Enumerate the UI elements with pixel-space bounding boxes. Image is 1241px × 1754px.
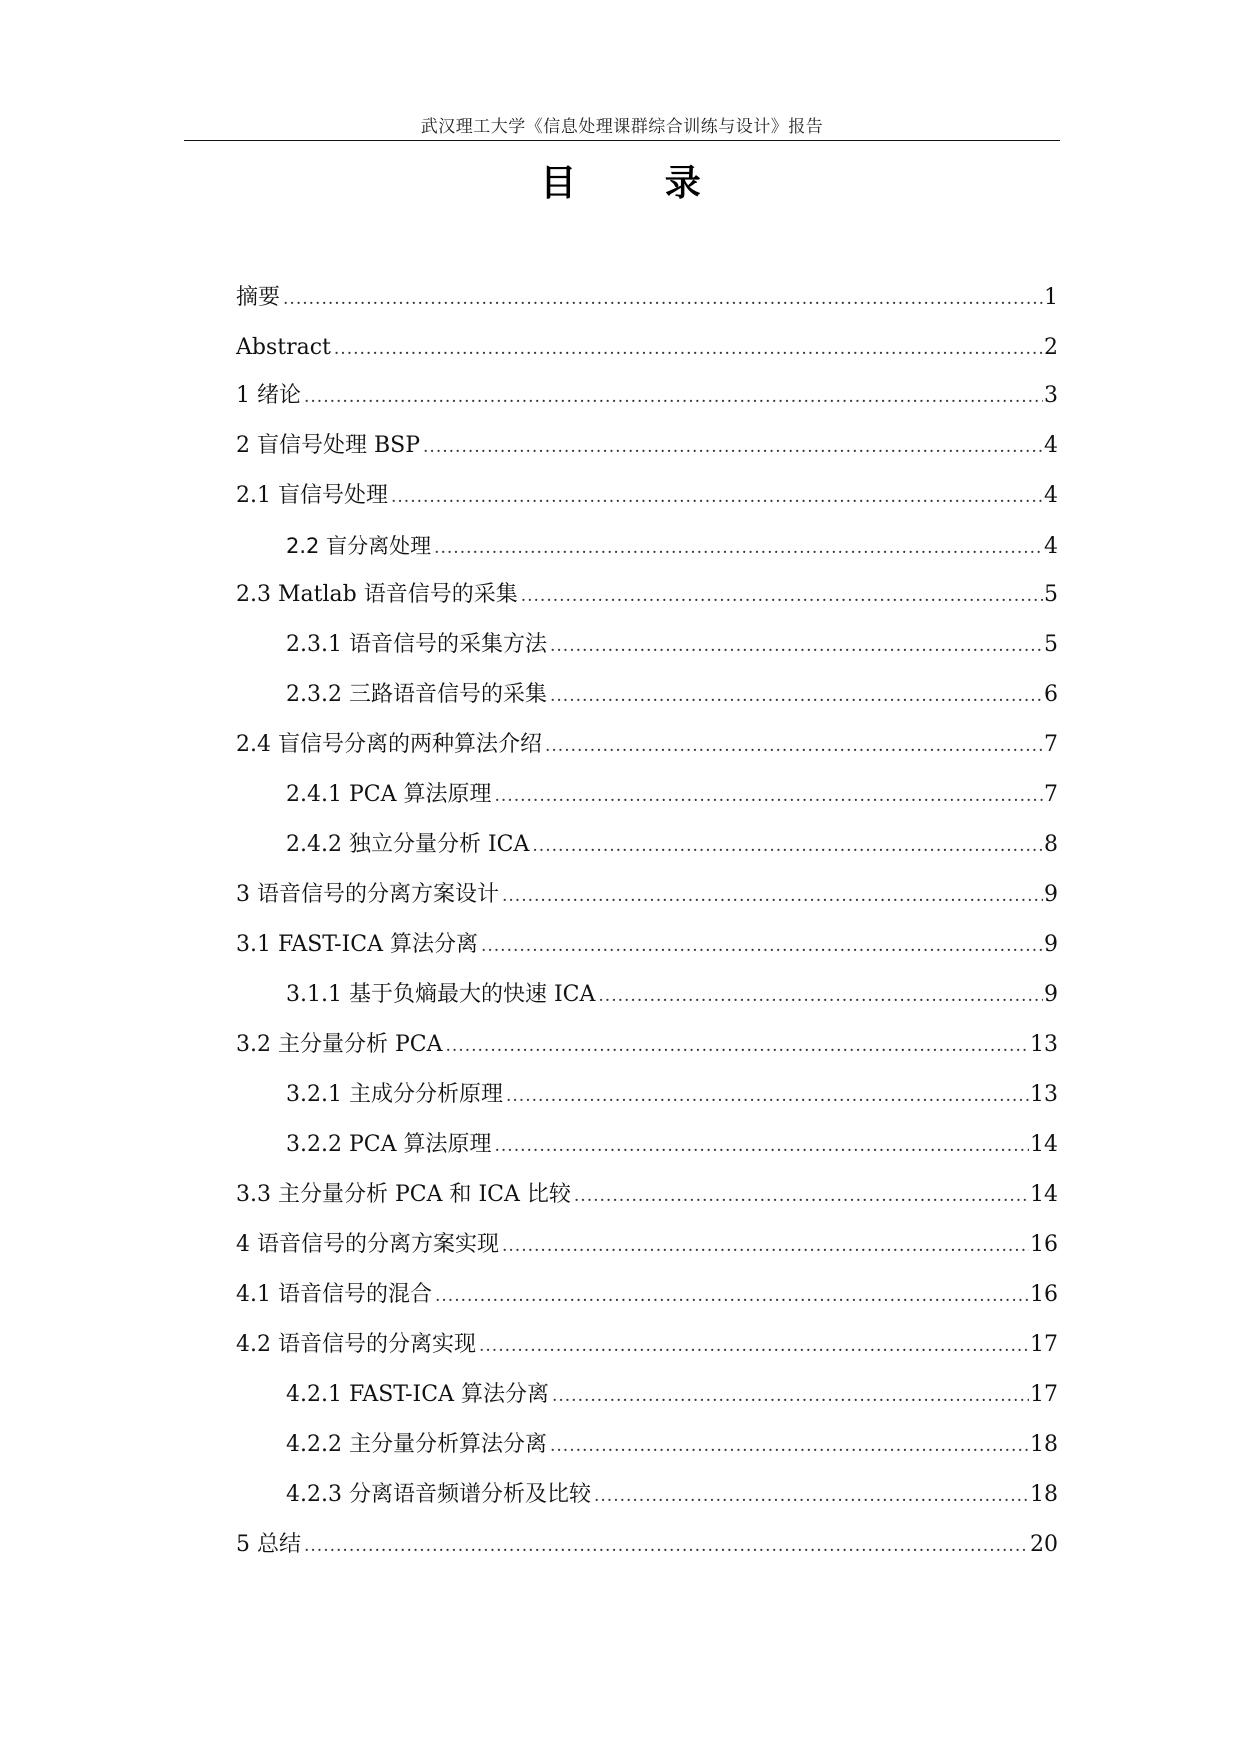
toc-entry-label: 4.2.1 FAST-ICA 算法分离: [286, 1382, 549, 1407]
toc-leader-dots: [423, 432, 1043, 462]
toc-entry-label: 2 盲信号处理 BSP: [236, 433, 421, 458]
toc-leader-dots: [495, 1131, 1030, 1161]
toc-entry-4-2-3[interactable]: [286, 1480, 1058, 1510]
toc-entry-page: 4: [1044, 534, 1058, 559]
toc-leader-dots: [550, 631, 1043, 661]
toc-entry-page: 7: [1044, 732, 1058, 757]
toc-entry-page: 18: [1030, 1432, 1058, 1457]
toc-leader-dots: [552, 1381, 1029, 1411]
toc-entry-label: 摘要: [236, 285, 281, 310]
toc-leader-dots: [550, 681, 1043, 711]
toc-entry-label: 2.3.1 语音信号的采集方法: [286, 632, 547, 657]
toc-entry-label: 2.4 盲信号分离的两种算法介绍: [236, 732, 542, 757]
toc-entry-chapter-2[interactable]: [236, 431, 1058, 461]
toc-entry-abstract-cn[interactable]: [236, 283, 1058, 313]
toc-entry-label: 2.3.2 三路语音信号的采集: [286, 682, 547, 707]
toc-entry-chapter-4[interactable]: [236, 1230, 1058, 1260]
toc-leader-dots: [502, 1231, 1029, 1261]
toc-entry-4-2-1[interactable]: [286, 1380, 1058, 1410]
toc-entry-label: 2.2 盲分离处理: [286, 534, 432, 558]
toc-entry-page: 5: [1044, 582, 1058, 607]
toc-leader-dots: [435, 1281, 1029, 1311]
toc-entry-page: 4: [1044, 483, 1058, 508]
toc-entry-label: 3.1 FAST-ICA 算法分离: [236, 932, 478, 957]
toc-entry-page: 20: [1030, 1532, 1058, 1557]
toc-entry-2-3-1[interactable]: [286, 630, 1058, 660]
toc-entry-label: 4 语音信号的分离方案实现: [236, 1232, 499, 1257]
toc-entry-3-2[interactable]: [236, 1030, 1058, 1060]
toc-entry-page: 8: [1044, 832, 1058, 857]
toc-leader-dots: [304, 382, 1043, 412]
toc-leader-dots: [304, 1531, 1029, 1561]
toc-entry-page: 14: [1030, 1132, 1058, 1157]
toc-entry-page: 7: [1044, 782, 1058, 807]
toc-entry-4-1[interactable]: [236, 1280, 1058, 1310]
toc-entry-page: 18: [1030, 1482, 1058, 1507]
toc-leader-dots: [481, 931, 1043, 961]
toc-entry-page: 9: [1044, 882, 1058, 907]
toc-entry-label: 3.3 主分量分析 PCA 和 ICA 比较: [236, 1182, 571, 1207]
toc-entry-label: 5 总结: [236, 1532, 301, 1557]
toc-leader-dots: [521, 581, 1043, 611]
toc-entry-label: 3 语音信号的分离方案设计: [236, 882, 499, 907]
toc-entry-2-2[interactable]: [286, 531, 1058, 561]
toc-entry-3-1-1[interactable]: [286, 980, 1058, 1010]
toc-entry-page: 14: [1030, 1182, 1058, 1207]
toc-entry-label: 3.2.1 主成分分析原理: [286, 1082, 503, 1107]
toc-entry-chapter-5[interactable]: [236, 1530, 1058, 1560]
toc-entry-chapter-1[interactable]: [236, 381, 1058, 411]
running-header: 武汉理工大学《信息处理课群综合训练与设计》报告: [420, 117, 824, 137]
toc-leader-dots: [545, 731, 1043, 761]
toc-entry-label: 4.2.3 分离语音频谱分析及比较: [286, 1482, 591, 1507]
toc-entry-page: 5: [1044, 632, 1058, 657]
toc-entry-3-3[interactable]: [236, 1180, 1058, 1210]
toc-entry-label: Abstract: [236, 335, 331, 360]
toc-entry-2-4-1[interactable]: [286, 780, 1058, 810]
toc-entry-page: 17: [1030, 1332, 1058, 1357]
toc-entry-label: 2.4.1 PCA 算法原理: [286, 782, 492, 807]
toc-entry-label: 2.4.2 独立分量分析 ICA: [286, 832, 530, 857]
toc-entry-label: 3.2 主分量分析 PCA: [236, 1032, 443, 1057]
toc-entry-2-1[interactable]: [236, 481, 1058, 511]
toc-leader-dots: [506, 1081, 1029, 1111]
toc-entry-2-3-2[interactable]: [286, 680, 1058, 710]
toc-entry-page: 16: [1030, 1232, 1058, 1257]
toc-entry-4-2-2[interactable]: [286, 1430, 1058, 1460]
toc-entry-label: 4.2 语音信号的分离实现: [236, 1332, 476, 1357]
toc-entry-label: 2.1 盲信号处理: [236, 483, 388, 508]
toc-leader-dots: [495, 781, 1044, 811]
toc-entry-3-2-1[interactable]: [286, 1080, 1058, 1110]
toc-entry-label: 1 绪论: [236, 383, 301, 408]
toc-entry-2-4-2[interactable]: [286, 830, 1058, 860]
toc-leader-dots: [532, 831, 1043, 861]
toc-entry-page: 13: [1030, 1032, 1058, 1057]
toc-leader-dots: [391, 482, 1043, 512]
toc-entry-4-2[interactable]: [236, 1330, 1058, 1360]
toc-leader-dots: [574, 1181, 1029, 1211]
toc-leader-dots: [334, 334, 1043, 364]
toc-entry-page: 2: [1044, 335, 1058, 360]
toc-entry-page: 9: [1044, 982, 1058, 1007]
toc-leader-dots: [283, 284, 1043, 314]
toc-entry-3-2-2[interactable]: [286, 1130, 1058, 1160]
toc-entry-2-3[interactable]: [236, 580, 1058, 610]
toc-entry-page: 17: [1030, 1382, 1058, 1407]
toc-entry-page: 1: [1044, 285, 1058, 310]
toc-leader-dots: [550, 1431, 1029, 1461]
toc-entry-page: 13: [1030, 1082, 1058, 1107]
toc-leader-dots: [479, 1331, 1029, 1361]
toc-entry-page: 16: [1030, 1282, 1058, 1307]
toc-entry-page: 9: [1044, 932, 1058, 957]
toc-entry-label: 3.1.1 基于负熵最大的快速 ICA: [286, 982, 596, 1007]
toc-entry-3-1[interactable]: [236, 930, 1058, 960]
toc-entry-label: 3.2.2 PCA 算法原理: [286, 1132, 492, 1157]
toc-entry-label: 4.2.2 主分量分析算法分离: [286, 1432, 547, 1457]
toc-entry-label: 4.1 语音信号的混合: [236, 1282, 432, 1307]
toc-entry-2-4[interactable]: [236, 730, 1058, 760]
toc-leader-dots: [594, 1481, 1029, 1511]
toc-leader-dots: [446, 1031, 1030, 1061]
toc-entry-label: 2.3 Matlab 语音信号的采集: [236, 582, 518, 607]
toc-entry-page: 4: [1044, 433, 1058, 458]
toc-entry-abstract-en[interactable]: [236, 333, 1058, 363]
toc-leader-dots: [434, 533, 1043, 563]
toc-entry-page: 3: [1044, 383, 1058, 408]
toc-entry-page: 6: [1044, 682, 1058, 707]
toc-entry-chapter-3[interactable]: [236, 880, 1058, 910]
toc-title: 目 录: [540, 163, 739, 204]
toc-leader-dots: [598, 981, 1043, 1011]
toc-leader-dots: [502, 881, 1043, 911]
